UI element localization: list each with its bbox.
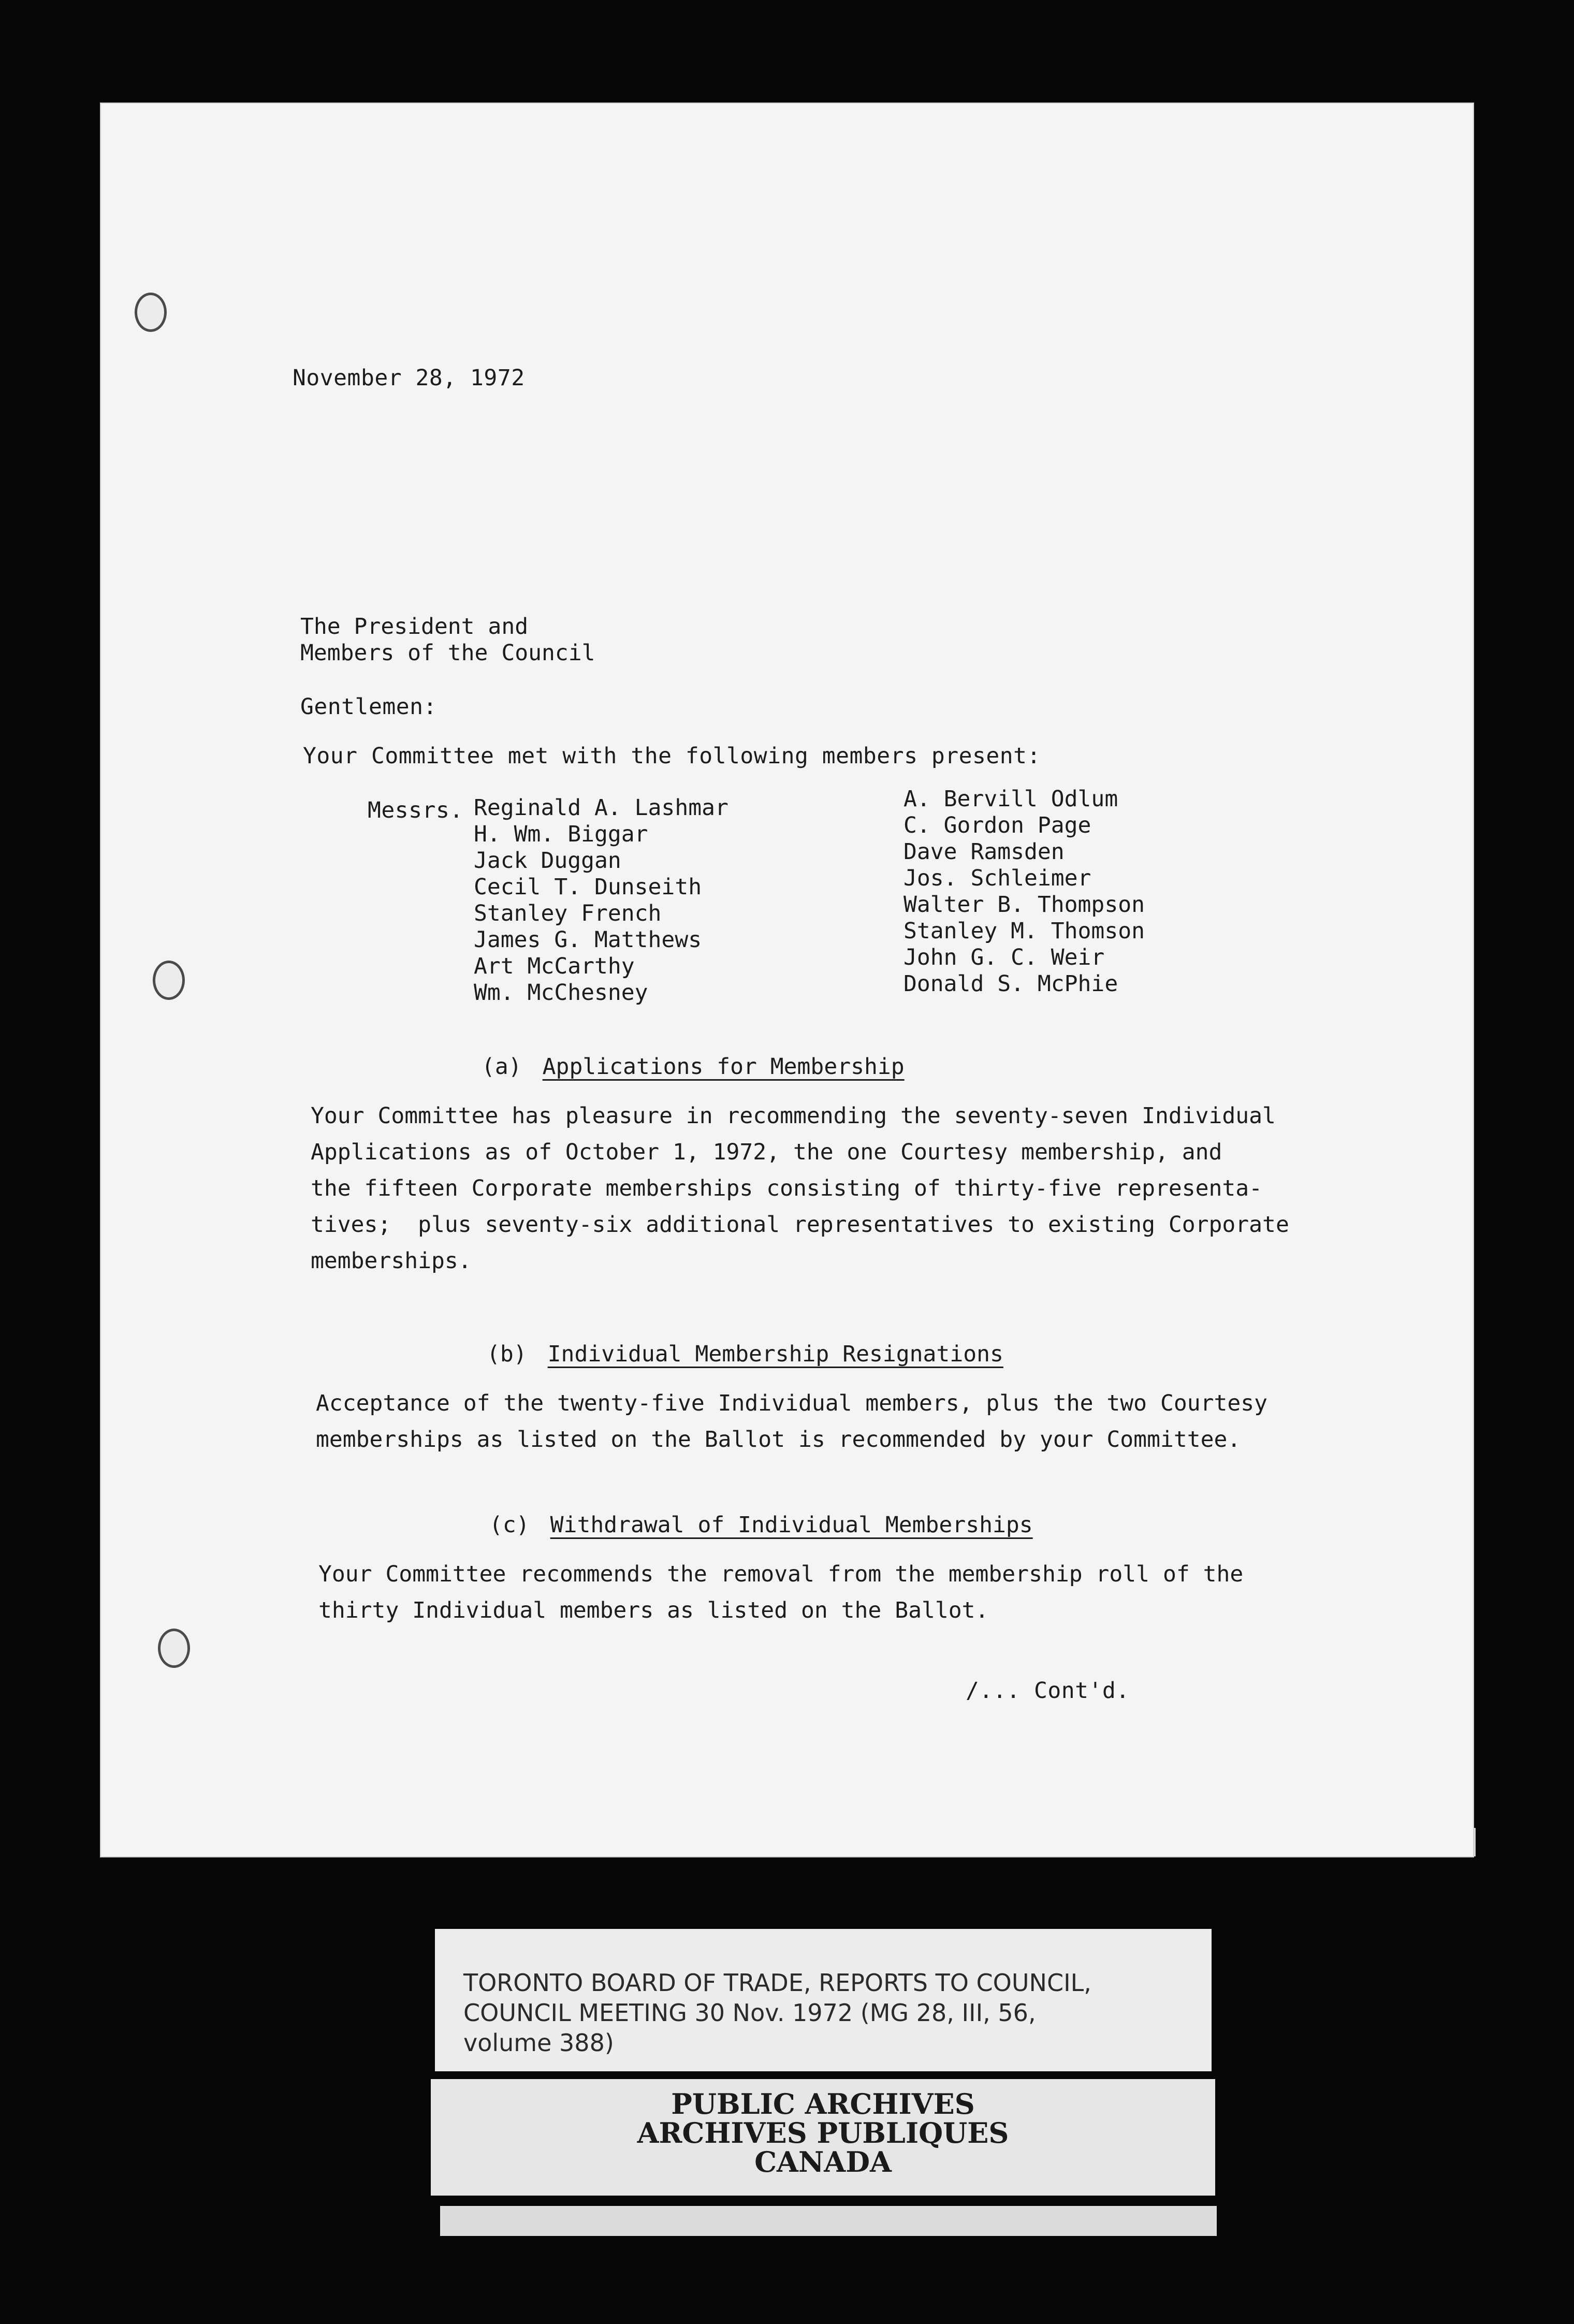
member-name: Jos. Schleimer — [903, 865, 1091, 891]
section-marker: (c) — [489, 1512, 530, 1538]
member-name: Cecil T. Dunseith — [474, 874, 702, 900]
member-name: Stanley French — [474, 900, 662, 926]
archive-label-line: COUNCIL MEETING 30 Nov. 1972 (MG 28, III, 56, — [463, 1999, 1036, 2027]
paragraph-line: Your Committee has pleasure in recommending the seventy-seven Individual — [311, 1103, 1276, 1129]
label-strip — [440, 2206, 1217, 2236]
paragraph-line: Your Committee recommends the removal from the membership roll of the — [318, 1561, 1244, 1587]
members-left-column — [474, 795, 728, 1006]
archive-label-line: TORONTO BOARD OF TRADE, REPORTS TO COUNCIL, — [463, 1969, 1091, 1997]
member-name: James G. Matthews — [474, 927, 702, 953]
section-c-heading — [489, 1512, 1033, 1538]
section-b-paragraph — [316, 1385, 1300, 1458]
member-name: Donald S. McPhie — [903, 971, 1118, 997]
section-marker: (a) — [482, 1054, 522, 1080]
letter-date: November 28, 1972 — [293, 365, 525, 391]
punch-hole-middle — [153, 961, 185, 1000]
section-title: Withdrawal of Individual Memberships — [550, 1512, 1033, 1538]
archive-label-line: volume 388) — [463, 2029, 614, 2057]
section-c-paragraph — [318, 1556, 1302, 1629]
paragraph-line: Acceptance of the twenty-five Individual members, plus the two Courtesy — [316, 1390, 1268, 1416]
section-a-paragraph — [311, 1098, 1294, 1279]
addressee-line: Members of the Council — [300, 640, 595, 666]
member-name: Reginald A. Lashmar — [474, 795, 728, 821]
member-name: Walter B. Thompson — [903, 892, 1145, 918]
addressee-line: The President and — [300, 614, 529, 640]
member-name: A. Bervill Odlum — [903, 786, 1118, 812]
member-name: John G. C. Weir — [903, 945, 1105, 970]
paragraph-line: memberships. — [311, 1248, 472, 1274]
messrs-label: Messrs. — [368, 797, 463, 823]
member-name: Wm. McChesney — [474, 980, 648, 1006]
archives-stamp-line: PUBLIC ARCHIVES — [671, 2087, 975, 2120]
paragraph-line: tives; plus seventy-six additional representatives to existing Corporate — [311, 1212, 1289, 1238]
section-marker: (b) — [487, 1341, 527, 1367]
salutation: Gentlemen: — [300, 694, 437, 720]
continued-marker: /... Cont'd. — [966, 1678, 1130, 1704]
paragraph-line: the fifteen Corporate memberships consisting of thirty-five representa- — [311, 1175, 1263, 1201]
section-a-heading — [482, 1054, 905, 1080]
addressee — [300, 614, 595, 666]
member-name: Jack Duggan — [474, 848, 621, 874]
punch-hole-top — [135, 293, 167, 332]
document-page — [101, 104, 1473, 1856]
archives-stamp-line: ARCHIVES PUBLIQUES — [637, 2116, 1009, 2149]
archives-stamp — [431, 2079, 1215, 2196]
section-title: Applications for Membership — [542, 1054, 905, 1080]
member-name: Art McCarthy — [474, 953, 635, 979]
paragraph-line: memberships as listed on the Ballot is recommended by your Committee. — [316, 1427, 1241, 1452]
member-name: C. Gordon Page — [903, 812, 1091, 838]
intro-line: Your Committee met with the following members present: — [303, 743, 1041, 769]
archives-stamp-line: CANADA — [754, 2145, 892, 2178]
section-b-heading — [487, 1341, 1003, 1367]
archive-reference-label — [435, 1929, 1212, 2071]
paragraph-line: Applications as of October 1, 1972, the one Courtesy membership, and — [311, 1139, 1222, 1165]
member-name: Stanley M. Thomson — [903, 918, 1145, 944]
members-right-column — [903, 786, 1145, 997]
punch-hole-bottom — [158, 1629, 190, 1668]
paragraph-line: thirty Individual members as listed on the Ballot. — [318, 1597, 989, 1623]
member-name: Dave Ramsden — [903, 839, 1065, 865]
member-name: H. Wm. Biggar — [474, 821, 648, 847]
section-title: Individual Membership Resignations — [547, 1341, 1003, 1367]
